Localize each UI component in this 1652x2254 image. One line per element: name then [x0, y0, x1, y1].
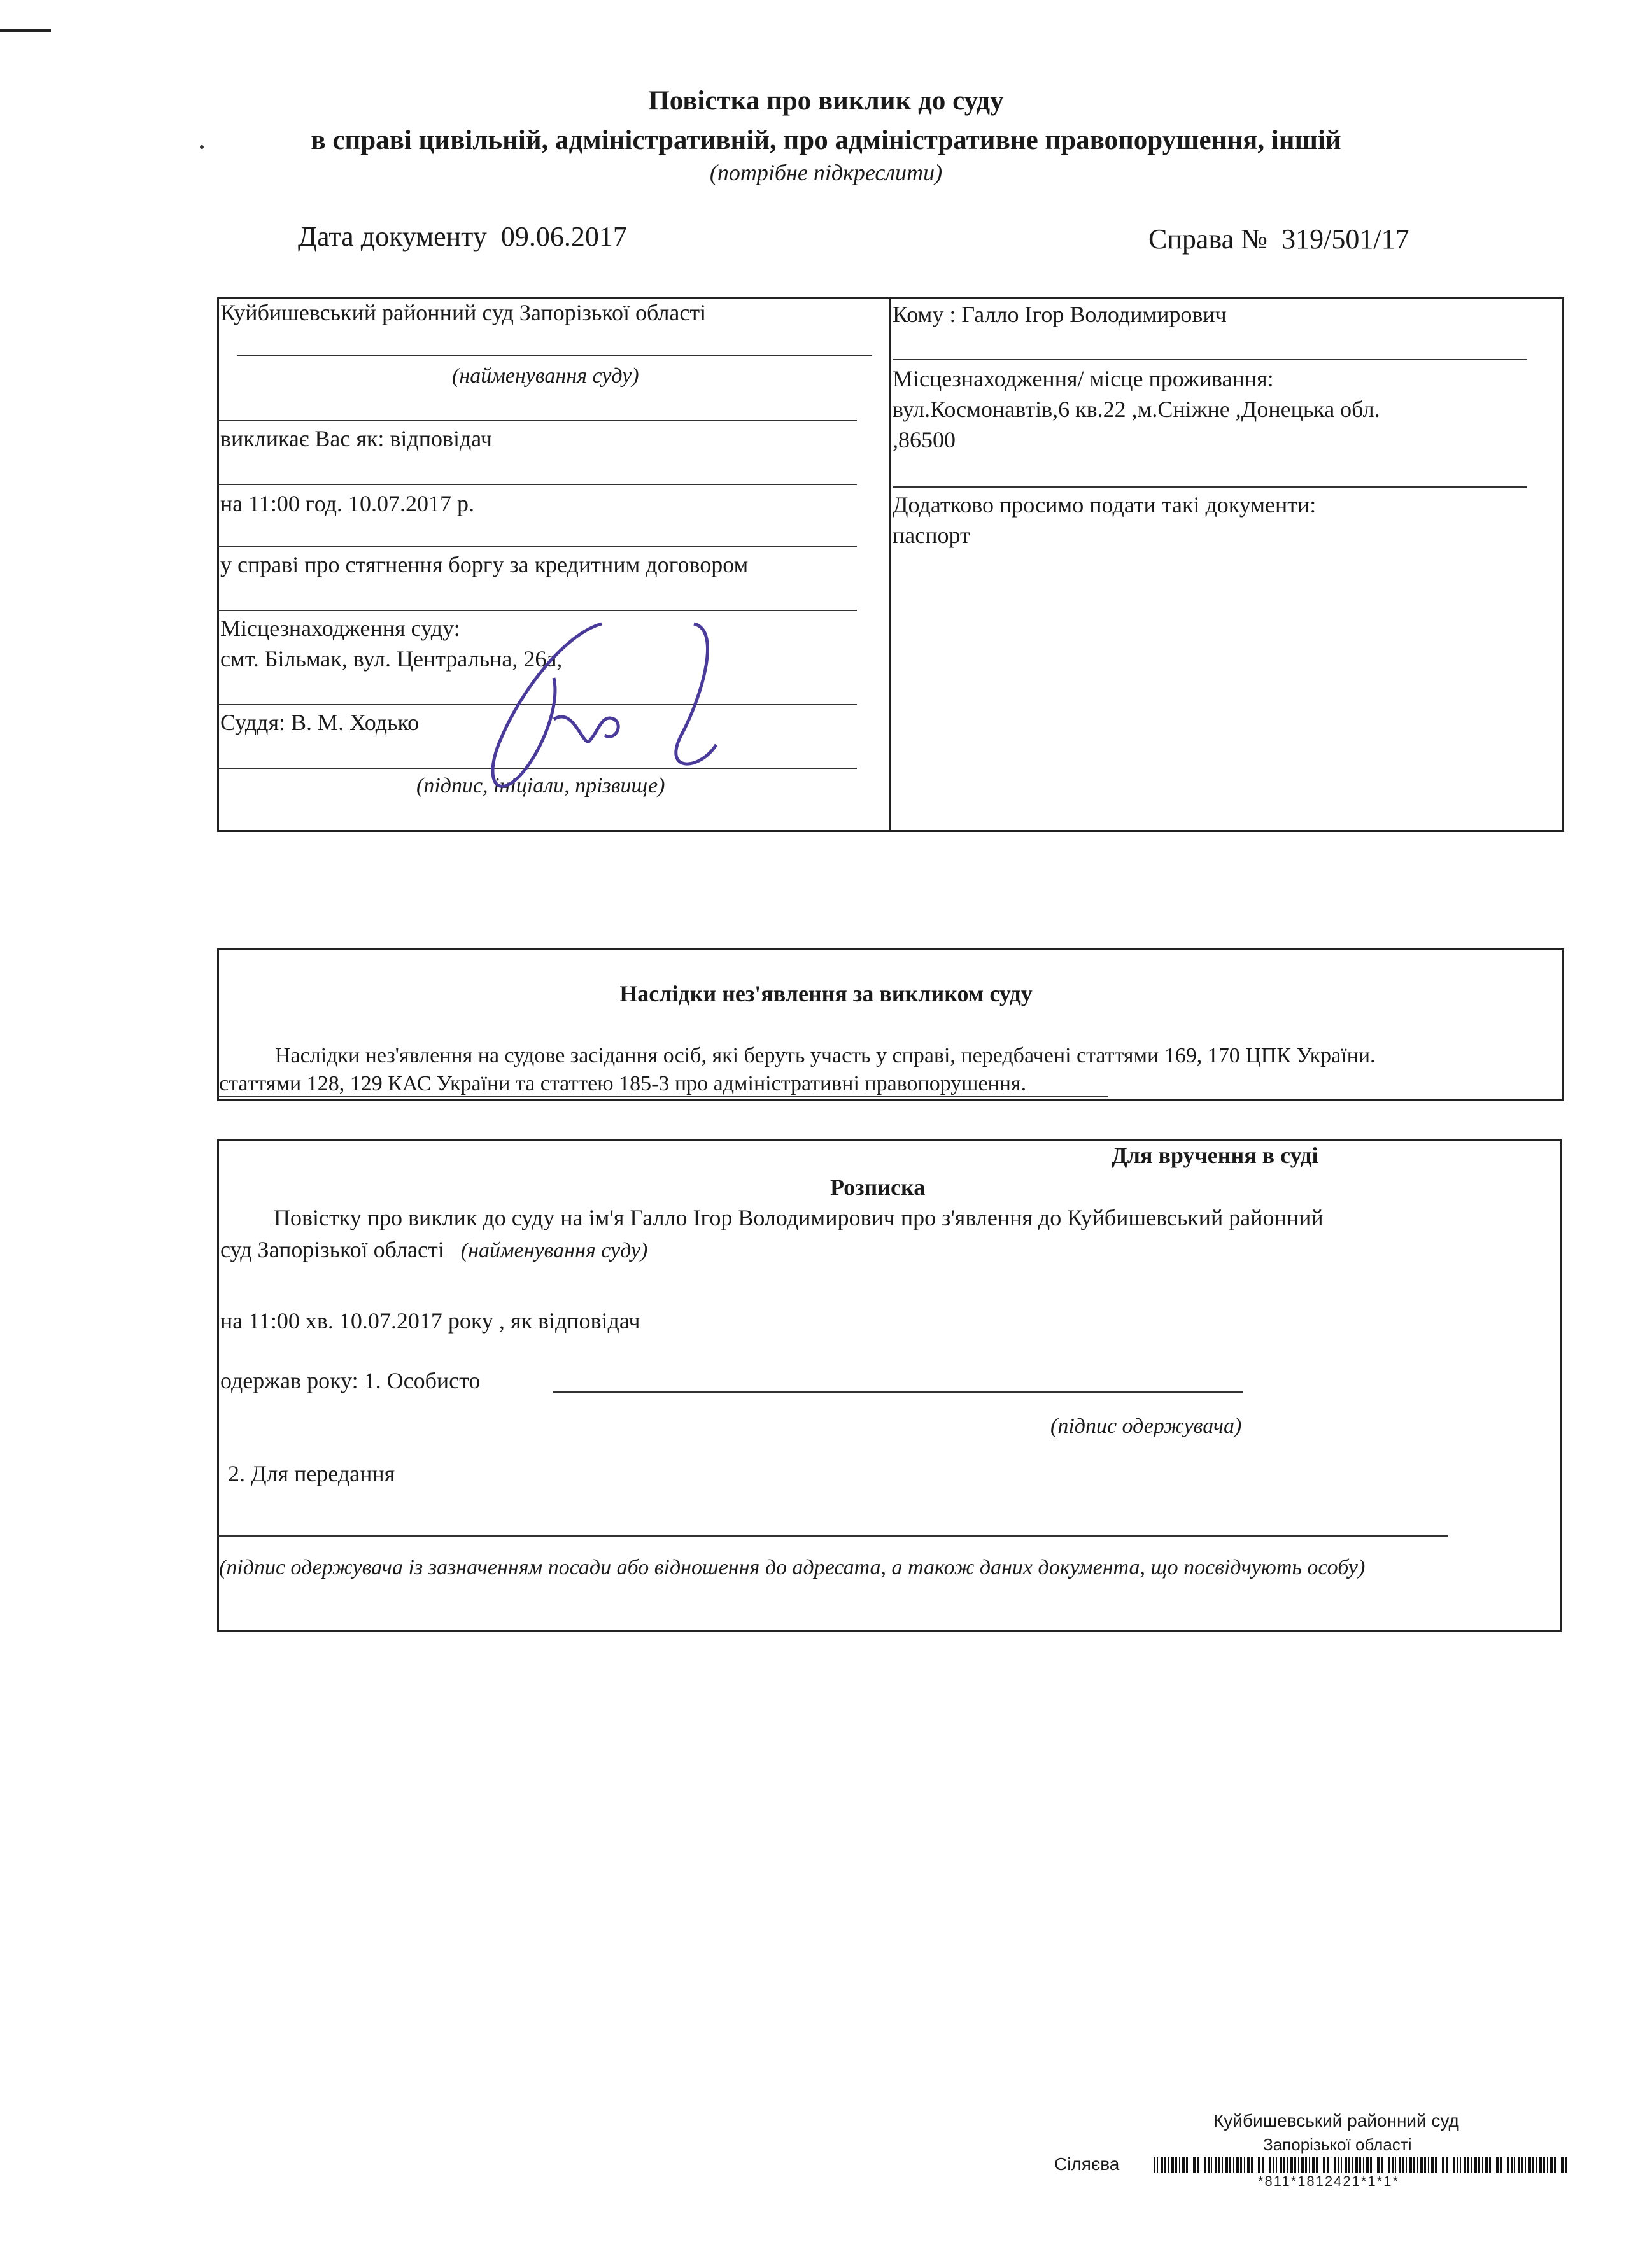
address-label: Місцезнаходження/ місце проживання: — [893, 366, 1274, 391]
receipt-line-4: одержав року: 1. Особисто — [220, 1368, 481, 1393]
court-location-label: Місцезнаходження суду: — [220, 616, 460, 641]
rule — [217, 546, 857, 547]
court-caption: (найменування суду) — [452, 364, 639, 388]
rule — [237, 355, 872, 356]
consequences-title: Наслідки нез'явлення за викликом суду — [619, 981, 1033, 1006]
barcode-text: *811*1812421*1*1* — [1258, 2173, 1399, 2189]
for-court-label: Для вручення в суді — [1112, 1143, 1318, 1168]
date-value: 09.06.2017 — [500, 221, 627, 252]
rule — [893, 486, 1527, 488]
rule — [217, 1096, 1108, 1097]
receipt-title: Розписка — [830, 1174, 926, 1200]
stamp-line-1: Куйбишевський районний суд — [1213, 2111, 1459, 2131]
barcode — [1154, 2157, 1567, 2173]
consequences-line-1: Наслідки нез'явлення на судове засідання осіб, які беруть участь у справі, передбачені статтями 169, 170 ЦПК України. — [275, 1044, 1376, 1067]
recipient-name: Кому : Галло Ігор Володимирович — [893, 302, 1227, 327]
documents-value: паспорт — [893, 523, 970, 548]
documents-label: Додатково просимо подати такі документи: — [893, 492, 1317, 518]
rule — [217, 484, 857, 485]
scan-edge-mark — [0, 29, 51, 32]
signature-caption: (підпис, ініціали, прізвище) — [416, 774, 665, 798]
rule — [217, 1535, 1448, 1537]
column-divider — [889, 297, 891, 832]
date-label: Дата документу — [298, 221, 487, 252]
title-note: (потрібне підкреслити) — [709, 160, 943, 185]
receipt-court-name: суд Запорізької області — [220, 1237, 444, 1262]
case-value: 319/501/17 — [1281, 223, 1409, 255]
judge-name: Суддя: В. М. Ходько — [220, 710, 420, 735]
address-line-2: ,86500 — [893, 427, 956, 453]
judge-signature — [471, 611, 726, 821]
stamp-name: Сіляєва — [1054, 2154, 1120, 2174]
signature-line — [553, 1391, 1243, 1393]
stamp-line-2: Запорізької області — [1263, 2135, 1412, 2154]
receipt-line-1: Повістку про виклик до суду на ім'я Галло Ігор Володимирович про з'явлення до Куйбишевський районний — [274, 1205, 1324, 1230]
hearing-time: на 11:00 год. 10.07.2017 р. — [220, 491, 475, 516]
case-label: Справа № — [1148, 223, 1268, 255]
consequences-line-2: статтями 128, 129 КАС України та статтею 185-3 про адміністративні правопорушення. — [219, 1072, 1027, 1095]
document-title: Повістка про виклик до суду — [648, 86, 1004, 116]
document-date — [298, 220, 627, 253]
address-line-1: вул.Космонавтів,6 кв.22 ,м.Сніжне ,Донецька обл. — [893, 397, 1380, 422]
court-name: Куйбишевський районний суд Запорізької області — [220, 300, 707, 325]
recipient-sign-caption: (підпис одержувача) — [1050, 1414, 1242, 1438]
rule — [217, 420, 857, 421]
case-number — [1148, 223, 1409, 255]
case-subject: у справі про стягнення боргу за кредитним договором — [220, 552, 749, 577]
summons-role: викликає Вас як: відповідач — [220, 426, 492, 451]
rule — [893, 359, 1527, 360]
receipt-line-5: 2. Для передання — [228, 1461, 395, 1486]
document-subtitle: в справі цивільній, адміністративній, про адміністративне правопорушення, іншій — [311, 125, 1341, 155]
receipt-footer-caption: (підпис одержувача із зазначенням посади або відношення до адресата, а також даних документа, що посвідчують особу) — [219, 1556, 1366, 1579]
receipt-line-2 — [220, 1236, 647, 1263]
receipt-line-3: на 11:00 хв. 10.07.2017 року , як відповідач — [220, 1308, 640, 1334]
court-location: смт. Більмак, вул. Центральна, 26а, — [220, 646, 563, 672]
receipt-court-caption: (найменування суду) — [460, 1239, 648, 1262]
